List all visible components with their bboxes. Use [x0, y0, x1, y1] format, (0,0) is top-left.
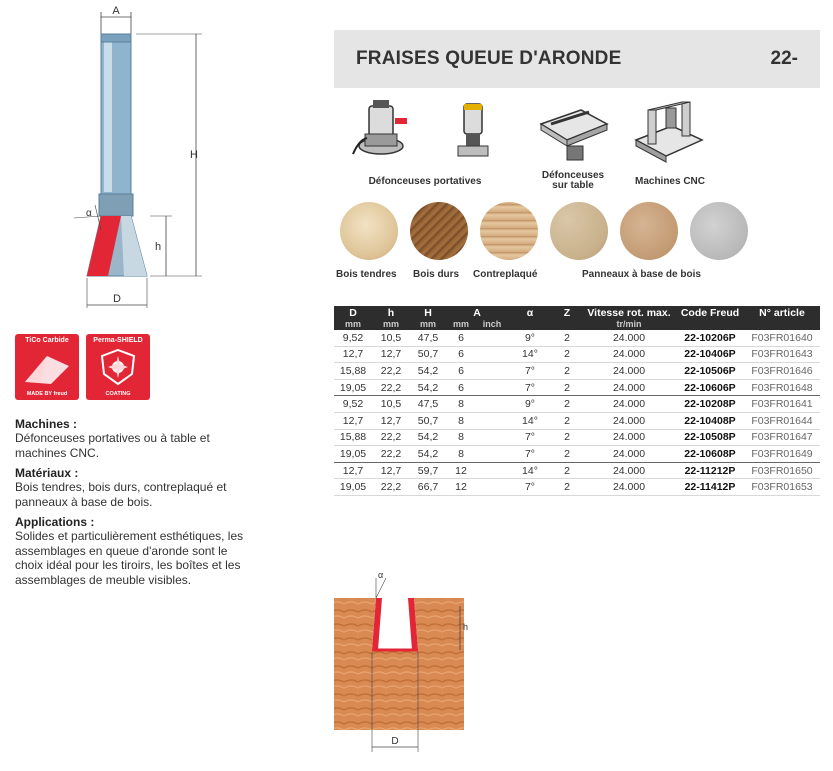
machines-heading: Machines :: [15, 417, 78, 431]
joint-h-label: h: [462, 622, 468, 632]
router-table-icon: [537, 96, 609, 166]
col-code: Code Freud: [676, 306, 744, 319]
machine-label-portable: Défonceuses portatives: [368, 176, 482, 187]
dim-h-label: H: [190, 149, 198, 161]
table-units-row: mm mm mm mm inch tr/min: [334, 319, 820, 330]
materials-heading: Matériaux :: [15, 466, 79, 480]
page-title: FRAISES QUEUE D'ARONDE: [356, 48, 622, 69]
softwood-swatch: [340, 202, 398, 260]
machine-label-cnc: Machines CNC: [634, 176, 705, 187]
col-big-h: H: [410, 306, 446, 319]
table-router-icon: [440, 96, 512, 166]
col-d: D: [334, 306, 372, 319]
machine-label-table: Défonceuses sur table: [541, 170, 605, 191]
applications-heading: Applications :: [15, 515, 95, 529]
table-row: 15,88 22,2 54,2 8 7° 2 24.000 22-10508P F03FR01647: [334, 429, 820, 446]
alpha-label: α: [86, 208, 92, 219]
material-label-softwood: Bois tendres: [336, 269, 397, 280]
dim-small-h-label: h: [155, 241, 162, 253]
title-bar: [334, 30, 820, 88]
joint-d-label: D: [391, 736, 399, 747]
table-row: 19,05 22,2 54,2 8 7° 2 24.000 22-10608P F03FR01649: [334, 446, 820, 463]
col-article: N° article: [744, 306, 820, 319]
col-alpha: α: [508, 306, 552, 319]
product-table: [334, 306, 820, 496]
col-z: Z: [552, 306, 582, 319]
ticco-carbide-badge: TiCo Carbide MADE BY freud: [15, 334, 79, 400]
plywood-swatch: [480, 202, 538, 260]
perma-shield-badge: Perma-SHIELD COATING: [86, 334, 150, 400]
table-row: 9,52 10,5 47,5 8 9° 2 24.000 22-10208P F03FR01641: [334, 396, 820, 413]
shield-icon: [98, 348, 138, 386]
grey-board-swatch: [690, 202, 748, 260]
material-label-plywood: Contreplaqué: [473, 269, 538, 280]
table-row: 12,7 12,7 50,7 8 14° 2 24.000 22-10408P F03FR01644: [334, 412, 820, 429]
router-bit-drawing: [60, 0, 210, 310]
particleboard-swatch: [550, 202, 608, 260]
dim-a-label: A: [112, 5, 120, 17]
table-header-row: [334, 306, 820, 319]
materials-text: Bois tendres, bois durs, contreplaqué et panneaux à base de bois.: [15, 480, 227, 509]
col-h: h: [372, 306, 410, 319]
applications-text: Solides et particulièrement esthétiques, les assemblages en queue d'aronde sont le choix idéal pour les tiroirs, les boîtes et les assemblages de meuble visibles.: [15, 529, 244, 587]
table-row: 15,88 22,2 54,2 6 7° 2 24.000 22-10506P F03FR01646: [334, 363, 820, 380]
hardwood-swatch: [410, 202, 468, 260]
col-speed: Vitesse rot. max.: [582, 306, 676, 319]
cnc-machine-icon: [632, 96, 704, 166]
col-a: A: [446, 306, 508, 319]
table-row: 19,05 22,2 66,7 12 7° 2 24.000 22-11412P F03FR01653: [334, 479, 820, 496]
dim-d-label: D: [113, 293, 121, 305]
joint-alpha-label: α: [378, 570, 384, 580]
table-row: 12,7 12,7 50,7 6 14° 2 24.000 22-10406P F03FR01643: [334, 346, 820, 363]
dovetail-joint-drawing: [330, 566, 470, 756]
description-block: [15, 417, 250, 593]
material-label-hardwood: Bois durs: [413, 269, 460, 280]
series-code: 22-: [770, 48, 798, 69]
material-label-boards: Panneaux à base de bois: [582, 269, 701, 280]
table-row: 19,05 22,2 54,2 6 7° 2 24.000 22-10606P F03FR01648: [334, 379, 820, 396]
table-row: 12,7 12,7 59,7 12 14° 2 24.000 22-11212P F03FR01650: [334, 462, 820, 479]
portable-router-icon: [345, 96, 417, 166]
carbide-icon: [21, 348, 73, 386]
table-row: 9,52 10,5 47,5 6 9° 2 24.000 22-10206P F03FR01640: [334, 330, 820, 346]
machines-text: Défonceuses portatives ou à table et machines CNC.: [15, 431, 210, 460]
mdf-swatch: [620, 202, 678, 260]
